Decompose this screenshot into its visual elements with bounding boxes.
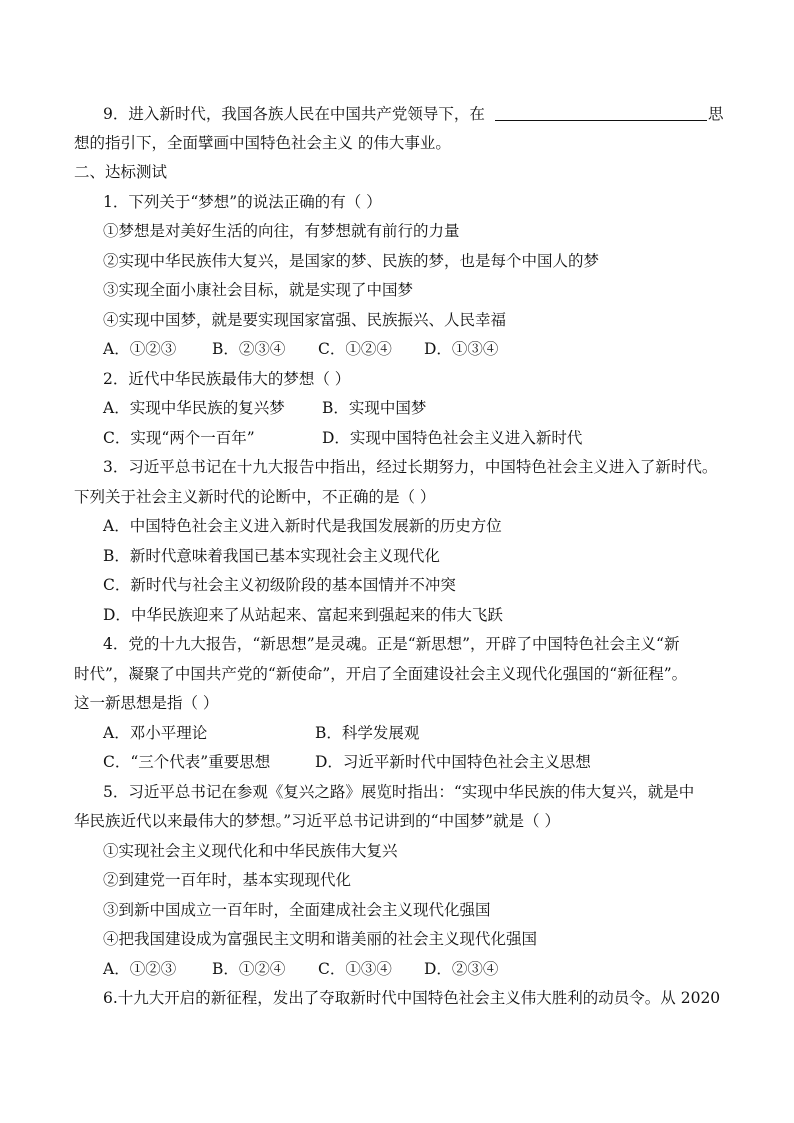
q2-option-b: B．实现中国梦 bbox=[322, 399, 427, 417]
q1-option-d: D．①③④ bbox=[424, 340, 499, 358]
q1-option-b: B．②③④ bbox=[212, 340, 286, 358]
q4-option-b: B．科学发展观 bbox=[315, 724, 420, 742]
q5-stem-text-2: 华民族近代以来最伟大的梦想。”习近平总书记讲到的“中国梦”就是（ ） bbox=[74, 812, 560, 830]
q1-item-4-text: ④实现中国梦，就是要实现国家富强、民族振兴、人民幸福 bbox=[103, 311, 507, 329]
q5-option-c: C．①③④ bbox=[318, 960, 392, 978]
q5-option-a: A．①②③ bbox=[103, 960, 177, 978]
q1-option-c: C．①②④ bbox=[318, 340, 392, 358]
q4-option-c: C．“三个代表”重要思想 bbox=[103, 753, 271, 771]
q9-text-part1: 9．进入新时代，我国各族人民在中国共产党领导下，在 bbox=[103, 105, 485, 123]
q5-option-b: B．①②④ bbox=[212, 960, 286, 978]
q3-option-d-text: D．中华民族迎来了从站起来、富起来到强起来的伟大飞跃 bbox=[103, 606, 503, 624]
q1-stem-text: 1．下列关于“梦想”的说法正确的有（ ） bbox=[103, 193, 382, 211]
q9-fill-blank bbox=[493, 104, 709, 124]
q4-option-a: A．邓小平理论 bbox=[103, 724, 208, 742]
q4-option-d: D．习近平新时代中国特色社会主义思想 bbox=[315, 753, 591, 771]
q3-stem-text-2: 下列关于社会主义新时代的论断中，不正确的是（ ） bbox=[74, 488, 436, 506]
q2-option-c: C．实现“两个一百年” bbox=[103, 429, 255, 447]
q5-item-3-text: ③到新中国成立一百年时，全面建成社会主义现代化强国 bbox=[103, 901, 491, 919]
q1-item-3-text: ③实现全面小康社会目标，就是实现了中国梦 bbox=[103, 281, 414, 299]
q5-item-1-text: ①实现社会主义现代化和中华民族伟大复兴 bbox=[103, 842, 398, 860]
q4-stem-text-1: 4．党的十九大报告，“新思想”是灵魂。正是“新思想”，开辟了中国特色社会主义“新 bbox=[103, 635, 680, 653]
q9-text-line2: 想的指引下，全面擘画中国特色社会主义 的伟大事业。 bbox=[74, 134, 451, 152]
q5-item-2-text: ②到建党一百年时，基本实现现代化 bbox=[103, 871, 352, 889]
q3-option-b-text: B．新时代意味着我国已基本实现社会主义现代化 bbox=[103, 547, 440, 565]
q2-stem-text: 2．近代中华民族最伟大的梦想（ ） bbox=[103, 370, 351, 388]
q3-option-a-text: A．中国特色社会主义进入新时代是我国发展新的历史方位 bbox=[103, 517, 502, 535]
q9-text-part2: 思 bbox=[708, 105, 724, 123]
q5-stem-text-1: 5．习近平总书记在参观《复兴之路》展览时指出：“实现中华民族的伟大复兴，就是中 bbox=[103, 783, 695, 801]
q5-option-d: D．②③④ bbox=[424, 960, 499, 978]
q3-stem-text-1: 3．习近平总书记在十九大报告中指出，经过长期努力，中国特色社会主义进入了新时代。 bbox=[103, 458, 718, 476]
q5-item-4-text: ④把我国建设成为富强民主文明和谐美丽的社会主义现代化强国 bbox=[103, 930, 538, 948]
section-title-text: 二、达标测试 bbox=[74, 163, 168, 181]
q1-item-1-text: ①梦想是对美好生活的向往，有梦想就有前行的力量 bbox=[103, 222, 460, 240]
q4-stem-text-3: 这一新思想是指（ ） bbox=[74, 694, 219, 712]
q1-option-a: A．①②③ bbox=[103, 340, 177, 358]
q2-option-a: A．实现中华民族的复兴梦 bbox=[103, 399, 285, 417]
q2-option-d: D．实现中国特色社会主义进入新时代 bbox=[322, 429, 583, 447]
q6-stem-text-1: 6.十九大开启的新征程，发出了夺取新时代中国特色社会主义伟大胜利的动员令。从 2020 bbox=[103, 989, 721, 1007]
q3-option-c-text: C．新时代与社会主义初级阶段的基本国情并不冲突 bbox=[103, 576, 456, 594]
q4-stem-text-2: 时代”，凝聚了中国共产党的“新使命”，开启了全面建设社会主义现代化强国的“新征程”。 bbox=[74, 665, 688, 683]
q1-item-2-text: ②实现中华民族伟大复兴，是国家的梦、民族的梦，也是每个中国人的梦 bbox=[103, 252, 600, 270]
